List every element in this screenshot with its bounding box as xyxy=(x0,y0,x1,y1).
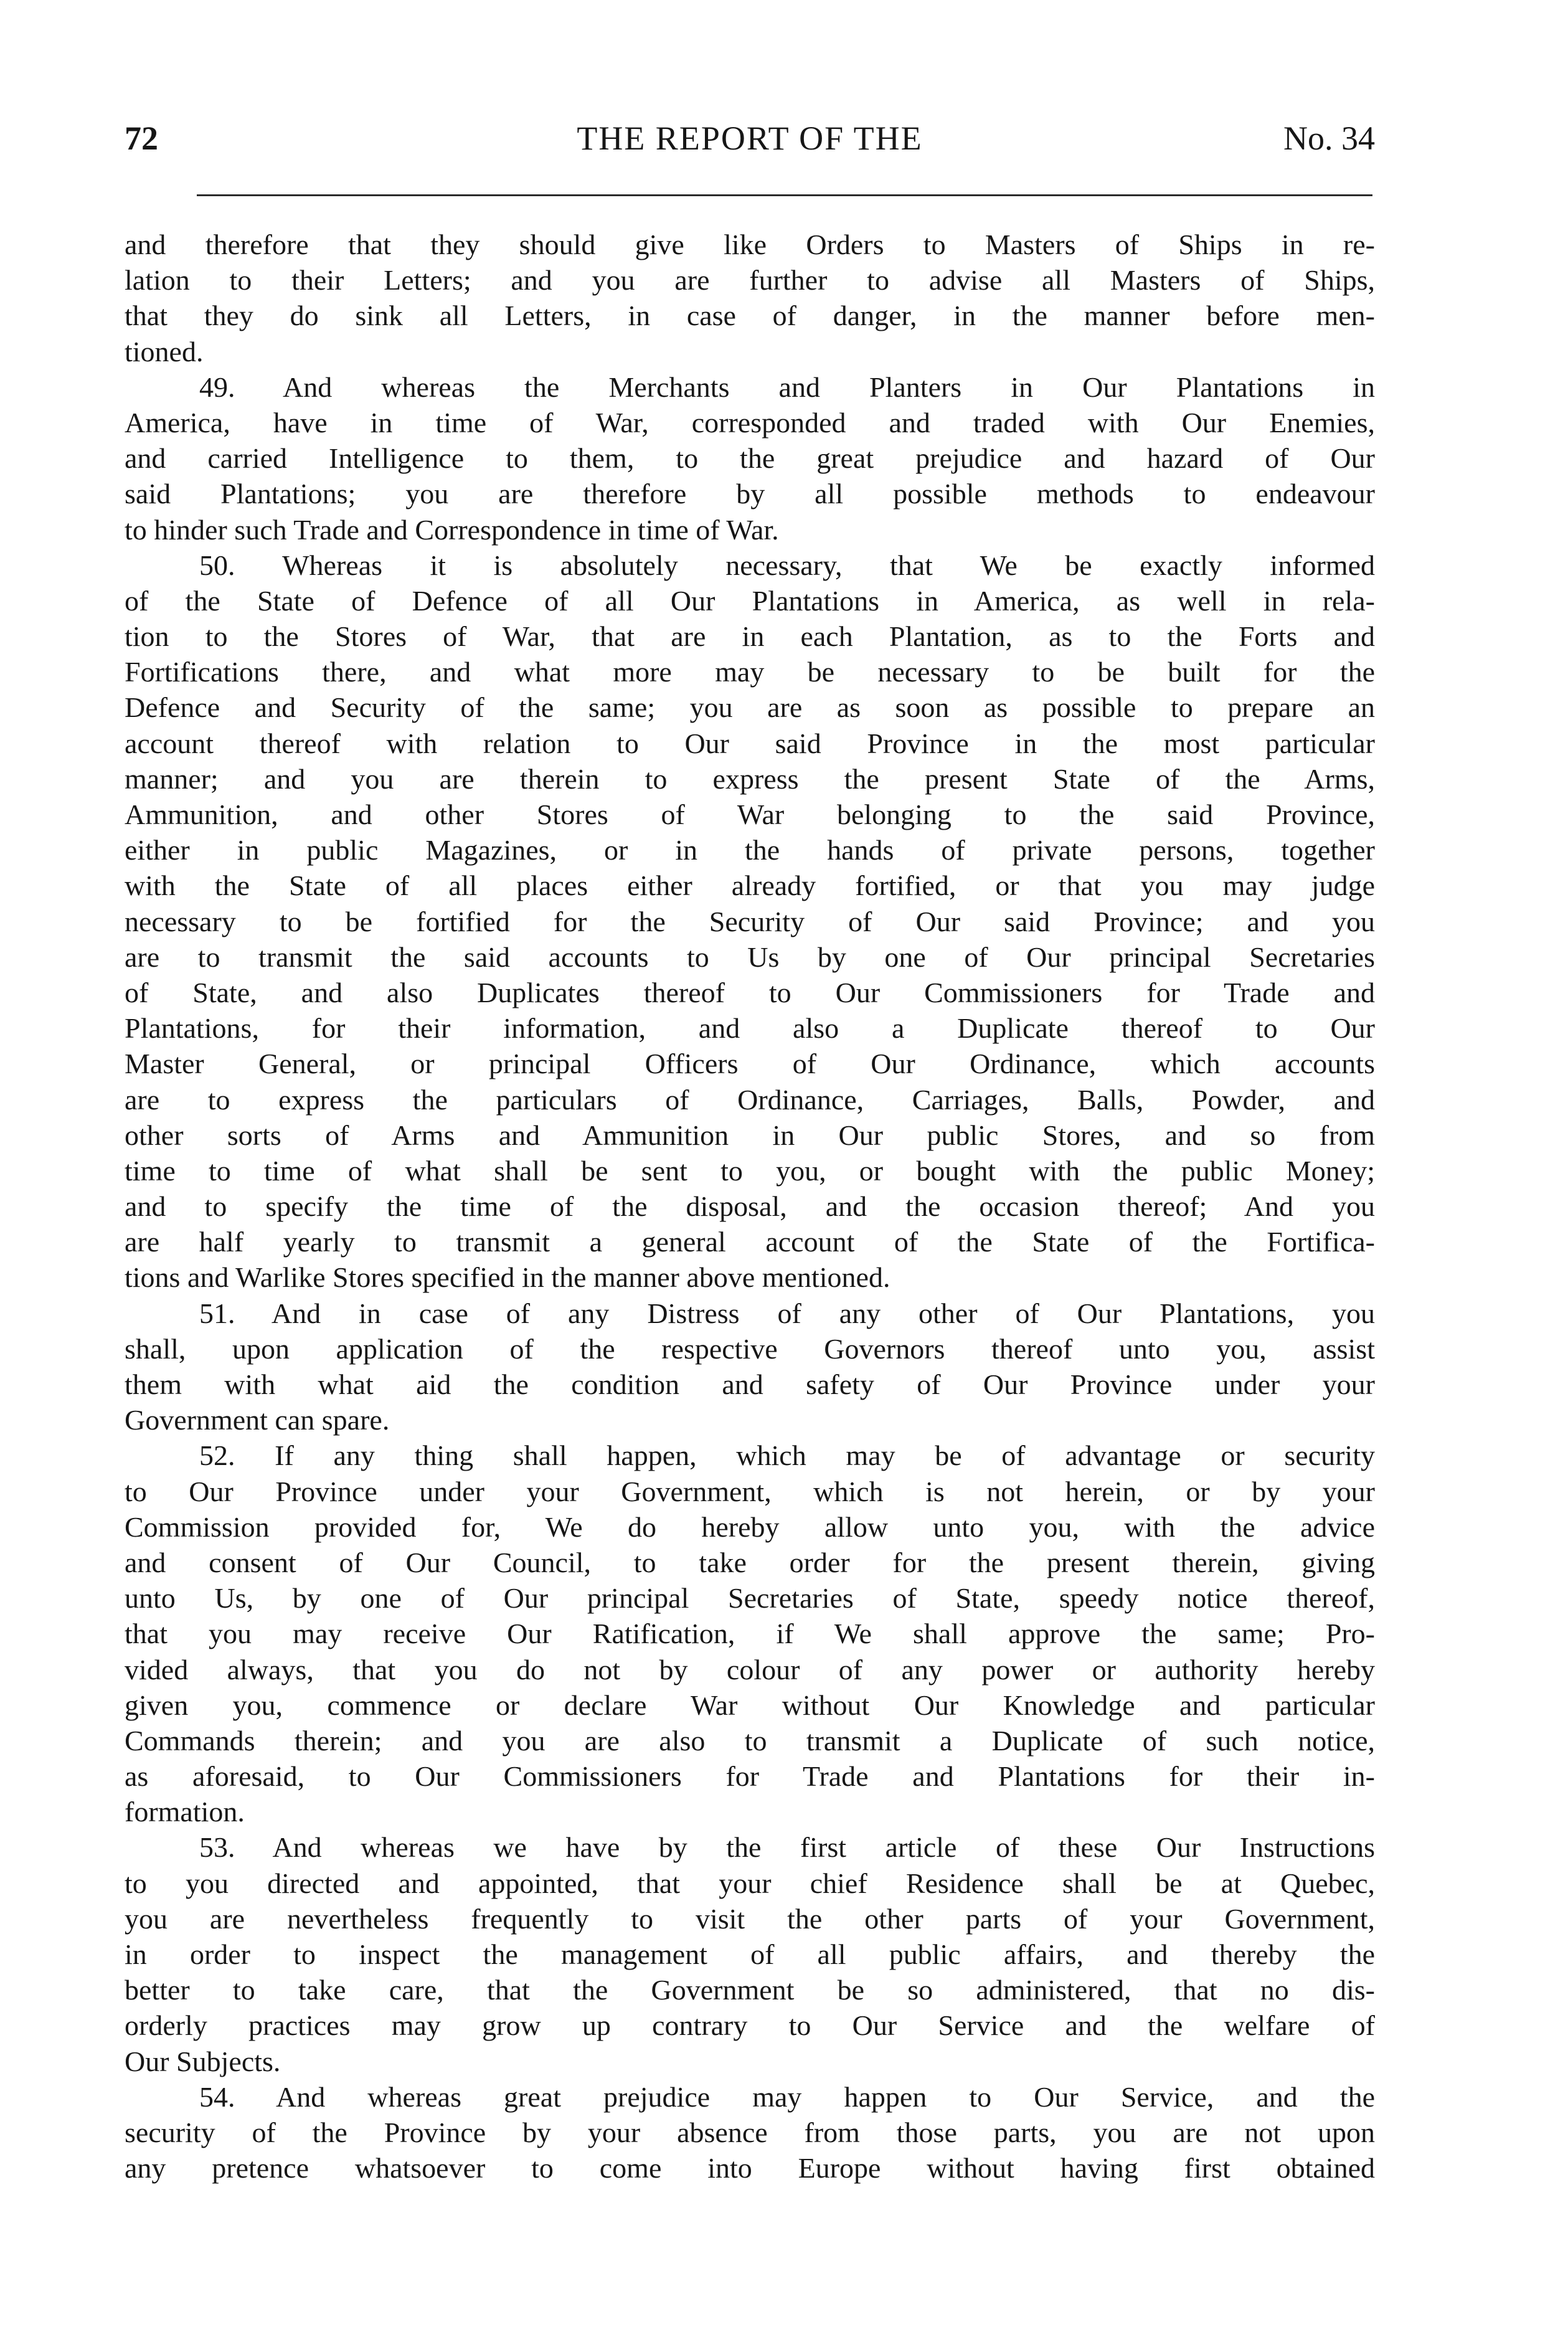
text-line: them with what aid the condition and safety of Our Province under your xyxy=(125,1368,1375,1400)
text-line: and therefore that they should give like Orders to Masters of Ships in re- xyxy=(125,229,1375,260)
text-line: in order to inspect the management of all public affairs, and thereby the xyxy=(125,1938,1375,1970)
text-line: to you directed and appointed, that your chief Residence shall be at Quebec, xyxy=(125,1867,1375,1899)
text-line: either in public Magazines, or in the hands of private persons, together xyxy=(125,834,1375,866)
header-rule xyxy=(197,194,1372,196)
text-line: America, have in time of War, corresponded and traded with Our Enemies, xyxy=(125,406,1375,439)
paragraph-49-start: 49. And whereas the Merchants and Planters in Our Plantations in xyxy=(199,371,1375,403)
running-title: THE REPORT OF THE xyxy=(577,120,923,157)
text-line: as aforesaid, to Our Commissioners for Trade and Plantations for their in- xyxy=(125,1760,1375,1793)
text-line: tioned. xyxy=(125,335,204,368)
paragraph-50-start: 50. Whereas it is absolutely necessary, that We be exactly informed xyxy=(199,549,1375,581)
text-line: other sorts of Arms and Ammunition in Our public Stores, and so from xyxy=(125,1119,1375,1151)
text-line: Master General, or principal Officers of Our Ordinance, which accounts xyxy=(125,1048,1375,1080)
text-line: Commission provided for, We do hereby allow unto you, with the advice xyxy=(125,1510,1375,1543)
text-line: are half yearly to transmit a general account of the State of the Fortifica- xyxy=(125,1226,1375,1258)
text-line: Ammunition, and other Stores of War belonging to the said Province, xyxy=(125,799,1375,830)
paragraph-52-start: 52. If any thing shall happen, which may be of advantage or security xyxy=(199,1439,1375,1472)
text-line: Government can spare. xyxy=(125,1404,390,1436)
text-line: necessary to be fortified for the Security of Our said Province; and you xyxy=(125,905,1375,937)
text-line: that they do sink all Letters, in case of danger, in the manner before men- xyxy=(125,300,1375,332)
text-line: any pretence whatsoever to come into Europe without having first obtained xyxy=(125,2152,1375,2184)
text-line: tion to the Stores of War, that are in each Plantation, as to the Forts and xyxy=(125,620,1375,653)
text-line: unto Us, by one of Our principal Secretaries of State, speedy notice thereof, xyxy=(125,1582,1375,1615)
text-line: that you may receive Our Ratification, if We shall approve the same; Pro- xyxy=(125,1618,1375,1650)
text-line: vided always, that you do not by colour of any power or authority hereby xyxy=(125,1653,1375,1686)
text-line: better to take care, that the Government be so administered, that no dis- xyxy=(125,1974,1375,2006)
text-line: with the State of all places either already fortified, or that you may judge xyxy=(125,870,1375,902)
text-line: of State, and also Duplicates thereof to Our Commissioners for Trade and xyxy=(125,976,1375,1008)
text-line: to hinder such Trade and Correspondence in time of War. xyxy=(125,513,779,546)
text-line: said Plantations; you are therefore by all possible methods to endeavour xyxy=(125,478,1375,510)
body-text xyxy=(125,227,1375,2186)
document-number: No. 34 xyxy=(1283,120,1375,157)
text-line: tions and Warlike Stores specified in the manner above mentioned. xyxy=(125,1261,890,1294)
text-line: you are nevertheless frequently to visit the other parts of your Government, xyxy=(125,1902,1375,1935)
text-line: security of the Province by your absence from those parts, you are not upon xyxy=(125,2116,1375,2148)
text-line: account thereof with relation to Our said Province in the most particular xyxy=(125,727,1375,759)
text-line: lation to their Letters; and you are further to advise all Masters of Ships, xyxy=(125,264,1375,296)
text-line: orderly practices may grow up contrary to Our Service and the welfare of xyxy=(125,2009,1375,2042)
page-number: 72 xyxy=(125,120,158,157)
text-line: and carried Intelligence to them, to the great prejudice and hazard of Our xyxy=(125,442,1375,475)
text-line: manner; and you are therein to express the present State of the Arms, xyxy=(125,762,1375,795)
text-line: of the State of Defence of all Our Plantations in America, as well in rela- xyxy=(125,584,1375,617)
text-line: are to transmit the said accounts to Us by one of Our principal Secretaries xyxy=(125,941,1375,973)
text-line: formation. xyxy=(125,1796,245,1828)
text-line: given you, commence or declare War without Our Knowledge and particular xyxy=(125,1689,1375,1721)
text-line: and to specify the time of the disposal, and the occasion thereof; And you xyxy=(125,1190,1375,1223)
text-line: to Our Province under your Government, which is not herein, or by your xyxy=(125,1475,1375,1507)
text-line: Plantations, for their information, and also a Duplicate thereof to Our xyxy=(125,1012,1375,1045)
text-line: Our Subjects. xyxy=(125,2045,281,2077)
text-line: are to express the particulars of Ordinance, Carriages, Balls, Powder, and xyxy=(125,1083,1375,1116)
text-line: Defence and Security of the same; you are as soon as possible to prepare an xyxy=(125,691,1375,724)
paragraph-54-start: 54. And whereas great prejudice may happen to Our Service, and the xyxy=(199,2080,1375,2113)
text-line: shall, upon application of the respective Governors thereof unto you, assist xyxy=(125,1332,1375,1365)
running-head xyxy=(125,113,1375,163)
paragraph-51-start: 51. And in case of any Distress of any other of Our Plantations, you xyxy=(199,1297,1375,1329)
text-line: time to time of what shall be sent to you, or bought with the public Money; xyxy=(125,1154,1375,1187)
text-line: Commands therein; and you are also to transmit a Duplicate of such notice, xyxy=(125,1724,1375,1757)
paragraph-53-start: 53. And whereas we have by the first article of these Our Instructions xyxy=(199,1831,1375,1864)
text-line: Fortifications there, and what more may be necessary to be built for the xyxy=(125,656,1375,688)
text-line: and consent of Our Council, to take order for the present therein, giving xyxy=(125,1546,1375,1578)
